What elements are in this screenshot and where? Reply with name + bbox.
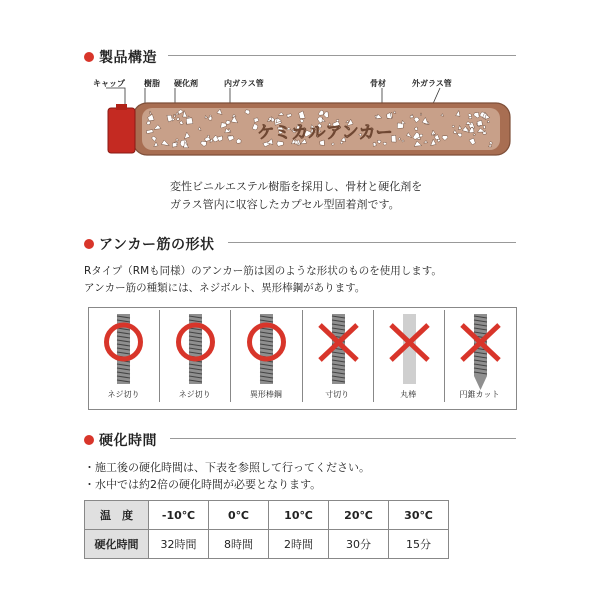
- capsule-diagram: [0, 0, 600, 200]
- table-cell: 20℃: [329, 501, 389, 530]
- table-row: [85, 501, 449, 530]
- shape-label: ネジ切り: [178, 390, 211, 399]
- shape-label: 異形棒鋼: [249, 390, 282, 399]
- cure-time-table: [84, 500, 449, 559]
- table-cell: 10℃: [269, 501, 329, 530]
- bullet-dot-icon: [84, 435, 94, 445]
- table-cell: 32時間: [149, 530, 209, 559]
- label-hardener: 硬化剤: [174, 79, 198, 88]
- section-title: アンカー筋の形状: [99, 237, 215, 253]
- shape-label: 寸切り: [325, 390, 350, 399]
- shape-label: 円錐カット: [459, 390, 500, 399]
- shape-label: ネジ切り: [107, 390, 140, 399]
- shape-text-line-2: アンカー筋の種類には、ネジボルト、異形棒鋼があります。: [84, 282, 366, 294]
- bullet-dot-icon: [84, 239, 94, 249]
- label-aggregate: 骨材: [370, 79, 386, 88]
- table-cell: 8時間: [209, 530, 269, 559]
- label-inner-tube: 内ガラス管: [224, 79, 264, 88]
- cure-note-1: ・施工後の硬化時間は、下表を参照して行ってください。: [84, 461, 370, 474]
- aggregate-chip: [147, 121, 151, 125]
- section-heading-cure-time: [84, 430, 157, 450]
- aggregate-chip: [186, 118, 193, 125]
- aggregate-chip: [483, 126, 485, 129]
- section-title: 硬化時間: [99, 433, 157, 449]
- section-heading-shape: [84, 234, 214, 254]
- table-cell: 2時間: [269, 530, 329, 559]
- description-line-2: ガラス管内に収容したカプセル型固着剤です。: [170, 198, 400, 211]
- cure-note-2: ・水中では約2倍の硬化時間が必要となります。: [84, 478, 322, 491]
- table-cell: 0℃: [209, 501, 269, 530]
- section-rule: [228, 242, 516, 243]
- section-rule: [170, 438, 516, 439]
- table-cell: -10℃: [149, 501, 209, 530]
- aggregate-chip: [469, 117, 472, 119]
- shape-text-line-1: Rタイプ（RMも同様）のアンカー筋は図のような形状のものを使用します。: [84, 265, 442, 277]
- table-header-time: 硬化時間: [85, 530, 149, 559]
- table-cell: 30分: [329, 530, 389, 559]
- table-cell: 15分: [389, 530, 449, 559]
- table-header-temp: 温 度: [85, 501, 149, 530]
- label-outer-tube: 外ガラス管: [412, 79, 452, 88]
- label-cap: キャップ: [93, 79, 125, 88]
- aggregate-chip: [177, 118, 180, 121]
- table-row: [85, 530, 449, 559]
- capsule-text: ケミカルアンカー: [257, 123, 393, 142]
- table-cell: 30℃: [389, 501, 449, 530]
- capsule-cap: [108, 108, 135, 153]
- description-line-1: 変性ビニルエステル樹脂を採用し、骨材と硬化剤を: [170, 180, 423, 193]
- section-title: 製品構造: [99, 50, 157, 66]
- shape-label: 丸棒: [400, 390, 417, 399]
- aggregate-chip: [226, 120, 230, 124]
- aggregate-chip: [410, 115, 413, 118]
- label-resin: 樹脂: [144, 79, 160, 88]
